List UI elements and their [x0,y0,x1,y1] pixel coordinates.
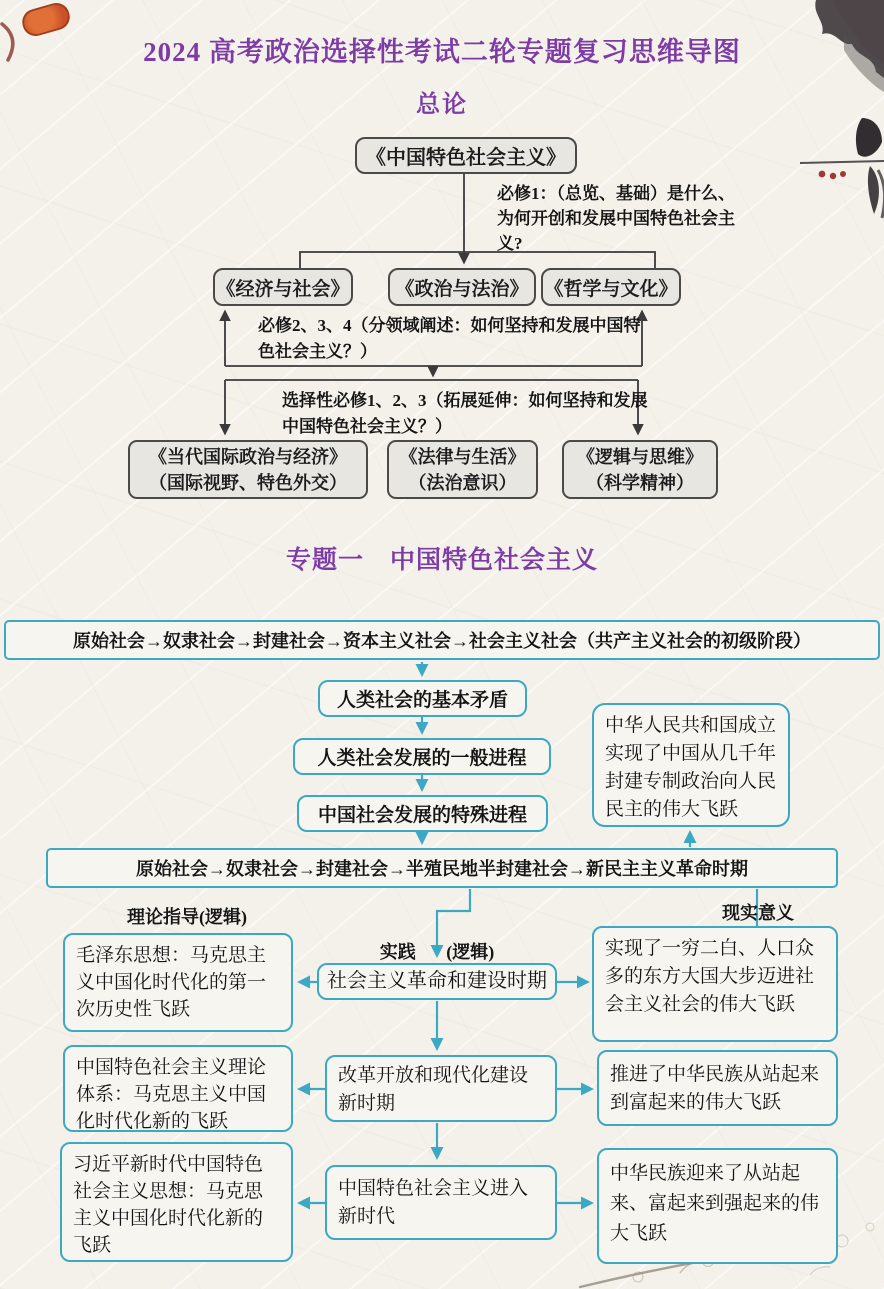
leap-box-1: 实现了一穷二白、人口众多的东方大国大步迈进社会主义社会的伟大飞跃 [592,926,838,1042]
theory-box-mao: 毛泽东思想：马克思主义中国化时代化的第一次历史性飞跃 [63,933,293,1032]
book-subtitle: （国际视野、特色外交） [149,472,347,493]
book-box-philosophy-culture: 《哲学与文化》 [541,268,681,306]
timeline-box-general: 原始社会→奴隶社会→封建社会→资本主义社会→社会主义社会（共产主义社会的初级阶段） [4,620,880,660]
book-subtitle: （法治意识） [408,472,517,493]
book-box-economy-society: 《经济与社会》 [213,268,353,306]
book-box-politics-law: 《政治与法治》 [388,268,536,306]
book-title: 《法律与生活》 [399,446,526,467]
book-title: 《逻辑与思维》 [577,446,703,467]
label-reality-meaning: 现实意义 [722,903,794,923]
topic-heading: 专题一 中国特色社会主义 [285,547,598,574]
label-theory-logic: 理论指导(逻辑) [127,907,247,927]
note-required-1: 必修1：（总览、基础）是什么、为何开创和发展中国特色社会主义? [497,184,735,253]
root-book-box: 《中国特色社会主义》 [355,137,577,174]
note-elective-123: 选择性必修1、2、3（拓展延伸：如何坚持和发展中国特色社会主义？） [282,391,648,436]
theory-box-xi: 习近平新时代中国特色社会主义思想：马克思主义中国化时代化新的飞跃 [60,1142,293,1262]
book-box-international [128,440,368,499]
book-box-logic-thinking [562,440,718,499]
chain-box-special-process: 中国社会发展的特殊进程 [297,795,548,832]
page-title: 2024 高考政治选择性考试二轮专题复习思维导图 [143,37,741,67]
leap-box-3: 中华民族迎来了从站起来、富起来到强起来的伟大飞跃 [597,1148,838,1264]
note-required-234: 必修2、3、4（分领域阐述：如何坚持和发展中国特色社会主义？） [258,316,641,361]
chain-box-general-process: 人类社会发展的一般进程 [293,738,551,775]
leap-box-2: 推进了中华民族从站起来到富起来的伟大飞跃 [597,1050,838,1126]
book-title: 《当代国际政治与经济》 [149,446,347,467]
period-box-reform: 改革开放和现代化建设新时期 [325,1055,557,1122]
period-box-revolution: 社会主义革命和建设时期 [317,963,557,1000]
timeline-box-china: 原始社会→奴隶社会→封建社会→半殖民地半封建社会→新民主主义革命时期 [46,848,838,888]
period-box-new-era: 中国特色社会主义进入新时代 [325,1165,557,1240]
book-box-law-life [387,440,538,499]
chain-box-basic-contradiction: 人类社会的基本矛盾 [318,680,527,717]
theory-box-system: 中国特色社会主义理论体系：马克思主义中国化时代化新的飞跃 [63,1045,293,1132]
label-practice-logic: 实践 (逻辑) [379,942,495,962]
prc-founding-box: 中华人民共和国成立实现了中国从几千年封建专制政治向人民民主的伟大飞跃 [592,703,790,827]
book-subtitle: （科学精神） [586,472,694,493]
overview-heading: 总论 [416,92,468,118]
